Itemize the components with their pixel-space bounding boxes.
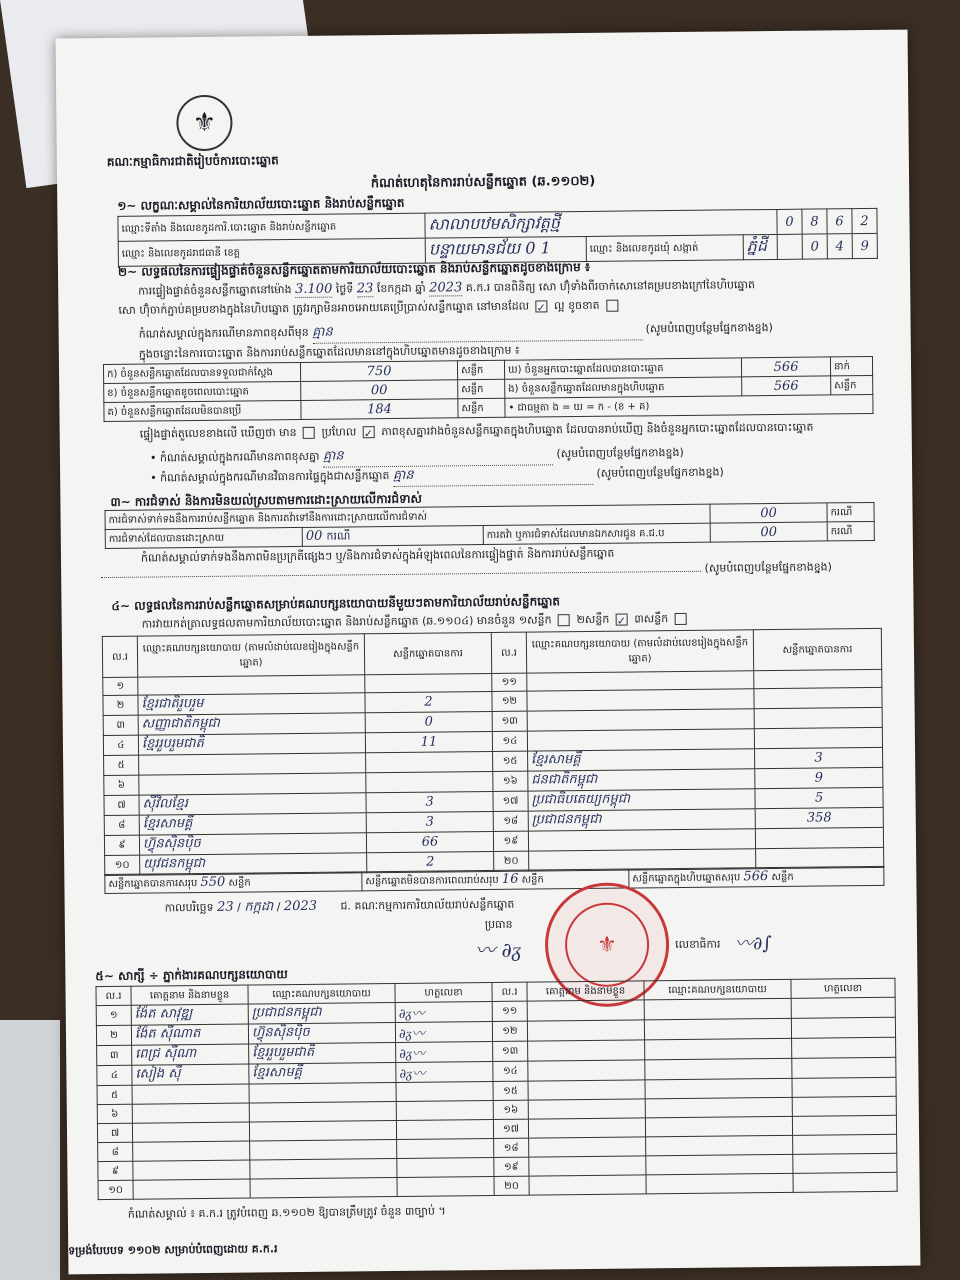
voted-unit: នាក់ — [830, 356, 872, 375]
witness-signature: ∂ᵹ〰 — [395, 1021, 492, 1042]
row-no: ៣ — [103, 715, 138, 735]
day-label: ថ្ងៃទី — [335, 282, 354, 296]
party-name: ប្រជាជនកម្ពុជា — [528, 809, 755, 831]
party-name: ប្រជាធិបតេយ្យកម្ពុជា — [528, 789, 755, 811]
witness-name — [529, 1156, 646, 1176]
province-label: ឈ្មោះ និងលេខកូដរាជធានី ខេត្ត — [118, 238, 425, 266]
party-votes: 5 — [755, 787, 883, 808]
row-no: ១០ — [105, 855, 140, 875]
chair-label: ប្រធាន — [484, 917, 513, 932]
counts-intro: ក្នុងចន្លោះនៃការបោះឆ្នោត និងការរាប់សន្លឹកឆ្នោតដែលមាននៅក្នុងហិបឆ្នោតមានដូចខាងក្រោម ៖ — [138, 343, 520, 361]
witness-signature — [397, 1157, 494, 1177]
in-box-unit: សន្លឹក — [831, 375, 873, 394]
discrepancy-check — [140, 420, 900, 444]
row-no: ១៦ — [493, 771, 528, 791]
col-party-left: ឈ្មោះគណបក្សនយោបាយ (តាមលំដាប់លេខរៀងក្នុងសន្លឹកឆ្នោត) — [137, 634, 364, 677]
commune-label: ឈ្មោះ និងលេខកូដឃុំ សង្កាត់ — [586, 235, 743, 262]
witness-party — [645, 1038, 792, 1060]
party-name: ហ៊្វុនស៊ិនប៉ិច — [139, 833, 366, 855]
witness-name: សៀង ស៊ី — [132, 1064, 249, 1085]
witness-name: ង៉ែត ស៊ីណាត — [131, 1024, 248, 1045]
note1-row — [139, 319, 773, 346]
witness-no: ១៤ — [493, 1061, 528, 1081]
party-name: ខ្មែរសាមគ្គី — [139, 813, 366, 835]
row-no: ១៨ — [493, 811, 528, 831]
party-name — [527, 709, 754, 731]
w-col-sign-right: ហត្ថលេខា — [791, 978, 895, 998]
row-no: ៧ — [104, 795, 139, 815]
party-name — [139, 773, 366, 795]
total-valid-label: សន្លឹកឆ្នោតបានការសរុប — [108, 878, 198, 890]
w-col-party-right: ឈ្មោះគណបក្សនយោបាយ — [644, 979, 791, 1000]
time-label: ការផ្ទៀងផ្ទាត់ចំនួនសន្លឹកឆ្នោតនៅម៉ោង — [138, 283, 292, 298]
party-name: ខ្មែររួបរួមជាតិ — [138, 733, 365, 755]
date-label: កាលបរិច្ឆេទ — [164, 900, 214, 915]
results-body — [103, 669, 884, 875]
unused-label: គ) ចំនួនសន្លឹកឆ្នោតដែលមិនបានប្រើ — [104, 400, 301, 421]
witness-signature — [793, 1153, 897, 1173]
witness-signature: ∂ᵹ〰 — [395, 1001, 492, 1022]
row-no: ១៥ — [493, 751, 528, 771]
witness-signature — [396, 1100, 493, 1120]
party-name — [138, 675, 365, 695]
seal-status-text: សោ ហ៊ុំចាក់ភ្ជាប់គម្របខាងក្នុងនៃហិបឆ្នោត ត្រូវរក្សាមិនអាចអោយគេប្រើប្រាស់សន្លឹកឆ្នោត នៅមានដែល — [118, 299, 530, 317]
witness-name — [527, 1020, 644, 1041]
commune-code-2: 4 — [827, 234, 852, 259]
party-votes — [754, 687, 882, 708]
section5-heading: ៥~ សាក្សី ÷ ភ្នាក់ងារគណបក្សនយោបាយ — [95, 967, 288, 984]
section3-suffix: (សូមបំពេញបន្ថែមផ្នែកខាងខ្នង) — [704, 560, 832, 575]
row-no: ១១ — [492, 673, 527, 691]
witness-no: ៦ — [97, 1104, 132, 1123]
resolved-value-cell — [302, 526, 483, 547]
section2-heading: ២~ លទ្ធផលនៃការផ្ទៀងផ្ទាត់ចំនួនសន្លឹកឆ្នោតតាមការិយាល័យបោះឆ្នោត និងរាប់សន្លឹកឆ្នោតដូចខាងក្រោម ៖ — [117, 259, 591, 279]
background-paper-bottom — [0, 1020, 60, 1280]
sheets-3-checkbox[interactable] — [675, 613, 687, 625]
party-name — [527, 689, 754, 711]
witness-signature — [792, 1115, 896, 1135]
witness-no: ១១ — [492, 1001, 527, 1021]
witness-no: ១៦ — [493, 1100, 528, 1119]
col-votes-right: សន្លឹកឆ្នោតបានការ — [753, 628, 881, 670]
party-votes — [754, 727, 882, 748]
total-invalid-unit: សន្លឹក — [521, 874, 544, 886]
section4-heading: ៤~ លទ្ធផលនៃការរាប់សន្លឹកឆ្នោតសម្រាប់គណបក្សនយោបាយនីមួយៗតាមការិយាល័យរាប់សន្លឹកឆ្នោត — [111, 594, 561, 613]
witness-signature — [397, 1176, 494, 1196]
witness-party — [250, 1158, 397, 1179]
witness-signature — [793, 1134, 897, 1154]
witness-party — [249, 1120, 396, 1141]
seal-ok-checkbox[interactable]: ✓ — [536, 301, 546, 315]
committee-label: ជ. គណៈកម្មការការិយាល័យរាប់សន្លឹកឆ្នោត — [340, 897, 515, 913]
note1-value: គ្មាន — [312, 320, 642, 343]
section3-note: កំណត់សម្គាល់ទាក់ទងនឹងភាពមិនប្រក្រតីផ្សេងៗ ឬ/និងការជំទាស់ក្នុងអំឡុងពេលនៃការផ្ទៀងផ្ទាត់ និងការរាប់សន្លឹកឆ្នោត — [140, 546, 615, 565]
spoiled-unit: សន្លឹក — [458, 379, 505, 398]
witness-no: ១៩ — [494, 1157, 529, 1176]
witness-signature — [791, 997, 895, 1018]
chair-signature: 〰 ∂ᵹ — [474, 937, 522, 963]
witness-name: ង៉ែត សាវុឌ្ឍ — [131, 1004, 248, 1025]
row-no: ៤ — [103, 735, 138, 755]
witness-no: ៣ — [97, 1045, 132, 1065]
party-votes: 9 — [755, 767, 883, 788]
month-label: ខែកក្កដា ឆ្នាំ — [376, 281, 426, 296]
check-none-checkbox[interactable]: ✓ — [363, 427, 374, 441]
witness-party — [645, 1116, 792, 1137]
form-title: កំណត់ហេតុនៃការរាប់សន្លឹកឆ្នោត (ឆ.១១០២) — [370, 173, 596, 192]
in-box-label: ង) ចំនួនសន្លឹកឆ្នោតដែលមានក្នុងហិបឆ្នោត — [505, 377, 742, 398]
witness-signature — [396, 1119, 493, 1139]
sheets-2-checkbox[interactable]: ✓ — [616, 614, 627, 628]
section3-heading: ៣~ ការជំទាស់ និងការមិនយល់ស្របតាមការដោះស្រាយលើការជំទាស់ — [110, 491, 422, 509]
witness-party: ប្រជាជនកម្ពុជា — [248, 1002, 395, 1024]
witness-name: ពេជ្រ ស៊ីណា — [132, 1044, 249, 1065]
received-unit: សន្លឹក — [457, 360, 504, 379]
witness-name — [132, 1122, 249, 1142]
w-col-name-right: គោត្តនាម និងនាមខ្លួន — [527, 981, 644, 1001]
total-box-unit: សន្លឹក — [771, 871, 794, 884]
date-row: កាលបរិច្ឆេទ 23 / កក្កដា / 2023 ជ. គណៈកម្មការការិយាល័យរាប់សន្លឹកឆ្នោត — [164, 897, 515, 915]
party-votes: 66 — [366, 831, 493, 852]
witness-no: ១២ — [492, 1021, 527, 1041]
witness-party — [646, 1135, 793, 1156]
party-votes: 3 — [366, 811, 493, 832]
witness-name — [528, 1060, 645, 1081]
row-no: ២ — [103, 695, 138, 715]
day-value: 23 — [356, 281, 374, 297]
w-col-party-left: ឈ្មោះគណបក្សនយោបាយ — [248, 983, 395, 1004]
witness-no: ១៥ — [493, 1081, 528, 1100]
party-name — [139, 753, 366, 775]
note1-suffix: (សូមបំពេញបន្ថែមផ្នែកខាងខ្នង) — [645, 320, 773, 336]
witness-no: ៥ — [97, 1085, 132, 1104]
row-no: ៨ — [104, 815, 139, 835]
witness-name — [528, 1040, 645, 1061]
witness-name — [528, 1099, 645, 1119]
witness-party — [645, 1078, 792, 1099]
party-votes — [366, 751, 493, 772]
witness-name — [528, 1080, 645, 1100]
location-value: សាលាបឋមសិក្សាវត្តថ្មី — [425, 209, 777, 238]
total-valid-unit: សន្លឹក — [228, 877, 251, 889]
total-box-label: សន្លឹកឆ្នោតក្នុងហិបឆ្នោតសរុប — [632, 872, 741, 885]
secretary-label: លេខាធិការ — [675, 937, 721, 952]
date-month: កក្កដា — [244, 899, 274, 915]
row-no: ៦ — [104, 775, 139, 795]
party-name: យុវជនកម្ពុជា — [140, 853, 367, 875]
witness-party — [250, 1139, 397, 1160]
sheets-label: ការវាយកត់ត្រាលទ្ធផលតាមការិយាល័យបោះឆ្នោត និងរាប់សន្លឹកឆ្នោត (ឆ.១១០៤) មានចំនួន ១សន្លឹក — [141, 613, 552, 631]
witness-party: ហ៊្វុនស៊ិនប៉ិច — [248, 1022, 395, 1044]
witness-party — [646, 1173, 793, 1194]
witness-no: ១ — [96, 1005, 131, 1025]
official-seal-icon: ⚜ — [544, 882, 669, 1007]
party-votes — [754, 669, 882, 688]
col-votes-left: សន្លឹកឆ្នោតបានការ — [364, 632, 491, 674]
row-no: ១៣ — [492, 711, 527, 731]
witness-signature — [397, 1138, 494, 1158]
witness-party — [646, 1154, 793, 1175]
witness-no: ៧ — [97, 1123, 132, 1142]
check-opt1-label: ប្រហែល — [321, 425, 357, 439]
witness-party — [645, 1058, 792, 1080]
witness-name — [132, 1084, 249, 1104]
objections-value: 00 — [710, 503, 827, 523]
spoiled-label: ខ) ចំនួនសន្លឹកឆ្នោតខូចពេលបោះឆ្នោត — [104, 381, 301, 402]
witness-party — [644, 998, 791, 1020]
witness-name — [133, 1160, 250, 1180]
w-col-sign-left: ហត្ថលេខា — [395, 982, 492, 1002]
witness-signature — [791, 1017, 895, 1038]
witness-signature: ∂ᵹ〰 — [396, 1041, 493, 1062]
col-no-right: ល.រ — [491, 632, 526, 673]
location-code-1: 0 — [777, 209, 802, 234]
total-valid-value: 550 — [200, 874, 226, 891]
verification-text: គ.ក.រ បានពិនិត្យ សោ ហ៊ុំទាំងពីរចាក់សោនៅគម្របខាងក្រៅនៃហិបឆ្នោត — [465, 278, 756, 295]
party-name: ខ្មែរជាតិរួបរួម — [138, 693, 365, 715]
party-votes: 11 — [365, 731, 492, 752]
party-votes: 0 — [365, 711, 492, 732]
note3-label: • កំណត់សម្គាល់ក្នុងករណីមានវិធានការផ្ទៃក្នុងជាសន្លឹកឆ្នោត — [150, 469, 390, 485]
check-label: ផ្ទៀងផ្ទាត់តួលេខខាងលើ ឃើញថា មាន — [139, 425, 297, 441]
sheets-1-checkbox[interactable] — [558, 614, 570, 626]
note1-label: កំណត់សម្គាល់ក្នុងករណីមានភាពខុសពីមុន — [138, 325, 309, 341]
party-name — [527, 729, 754, 751]
unused-unit: សន្លឹក — [458, 398, 505, 417]
row-no: ២០ — [494, 851, 529, 871]
date-day: 23 — [216, 899, 234, 915]
col-party-right: ឈ្មោះគណបក្សនយោបាយ (តាមលំដាប់លេខរៀងក្នុងសន្លឹកឆ្នោត) — [526, 630, 753, 673]
check-opt2-label: ភាពខុសគ្នារវាងចំនួនសន្លឹកឆ្នោតក្នុងហិបឆ្នោត ដែលបានរាប់ឃើញ និងចំនួនអ្នកបោះឆ្នោតដែលបានបោះឆ្នោត — [381, 420, 814, 439]
complaints-unit: ករណី — [827, 521, 874, 540]
seal-bad-checkbox[interactable] — [606, 300, 618, 312]
in-box-value: 566 — [742, 376, 831, 396]
province-name: បន្ទាយមានជ័យ — [428, 238, 521, 259]
voted-value: 566 — [741, 357, 830, 377]
witness-name — [528, 1118, 645, 1138]
note3-value: គ្មាន — [393, 465, 593, 487]
witness-no: ១៧ — [493, 1119, 528, 1138]
resolved-label: ការជំទាស់ដែលបានដោះស្រាយ — [105, 527, 302, 548]
sheets-2-label: ២សន្លឹក — [576, 612, 610, 627]
commune-code-3: 9 — [852, 233, 877, 258]
location-label: ឈ្មោះទីតាំង និងលេខកូដការិ.បោះឆ្នោត និងរាប់សន្លឹកឆ្នោត — [118, 213, 425, 241]
party-name: ស៊ីវិលខ្មែរ — [139, 793, 366, 815]
witness-signature — [792, 1077, 896, 1097]
party-name: សញ្ញាជាតិកម្ពុជា — [138, 713, 365, 735]
party-votes: 2 — [365, 691, 492, 712]
witness-party — [250, 1177, 397, 1198]
w-col-name-left: គោត្តនាម និងនាមខ្លួន — [131, 985, 248, 1005]
witness-signature — [792, 1057, 896, 1078]
party-votes: 358 — [755, 807, 883, 828]
witness-table — [95, 978, 897, 1200]
witness-no: ១៨ — [494, 1138, 529, 1157]
commune-code-1: 0 — [802, 234, 827, 259]
witness-party: ខ្មែររួបរួមជាតិ — [249, 1042, 396, 1064]
secretary-signature: 〰∂∫ — [734, 933, 772, 955]
complaints-value: 00 — [710, 522, 827, 542]
witness-name — [529, 1175, 646, 1195]
witness-no: ៩ — [98, 1161, 133, 1180]
row-no: ៩ — [104, 835, 139, 855]
resolved-unit: ករណី — [326, 528, 351, 543]
seal-bad-label: ខូចខាត — [568, 298, 600, 313]
province-code-1: 0 — [525, 238, 536, 258]
party-votes: 2 — [367, 851, 494, 872]
witness-party — [249, 1101, 396, 1122]
footnote: កំណត់សម្គាល់ ៖ គ.ក.រ ត្រូវបំពេញ ឆ.១១០២ ឱ្យបានត្រឹមត្រូវ ចំនួន ៣ច្បាប់ ។ — [127, 1204, 446, 1221]
complaints-label: ការតវ៉ា ឬការជំទាស់ដែលមានឯកសារជូន គ.ជ.ប — [483, 523, 710, 544]
row-no: ១៧ — [493, 791, 528, 811]
witness-no: ៨ — [98, 1142, 133, 1161]
note2-suffix: (សូមបំពេញបន្ថែមផ្នែកខាងខ្នង) — [556, 445, 684, 461]
location-code-3: 6 — [827, 209, 852, 234]
note2-label: • កំណត់សម្គាល់ក្នុងករណីមានភាពខុសគ្នា — [149, 449, 320, 465]
year-value: 2023 — [429, 280, 463, 296]
witness-signature — [792, 1037, 896, 1058]
form-note: ទម្រង់បែបបទ ១១០២ សម្រាប់បំពេញដោយ គ.ក.រ — [68, 1242, 278, 1258]
total-invalid-label: សន្លឹកឆ្នោតមិនបានការពេលរាប់សរុប — [365, 874, 499, 888]
party-votes — [754, 707, 882, 728]
resolved-value: 00 — [305, 528, 323, 544]
witness-party — [644, 1018, 791, 1040]
witness-body — [96, 997, 897, 1199]
received-value: 750 — [300, 361, 457, 382]
total-valid-cell — [105, 872, 362, 894]
party-votes — [755, 827, 883, 848]
witness-signature — [792, 1096, 896, 1116]
witness-signature — [793, 1172, 897, 1192]
results-table — [102, 628, 884, 876]
time-value: 3.100 — [295, 281, 333, 297]
date-year: 2023 — [283, 898, 318, 915]
total-invalid-value: 16 — [501, 871, 519, 887]
w-col-no-left: ល.រ — [96, 986, 131, 1005]
witness-name — [529, 1137, 646, 1157]
row-no: ១២ — [492, 691, 527, 711]
objections-label: ការជំទាស់ទាក់ទងនឹងការរាប់សន្លឹកឆ្នោត និងការតវ៉ាទៅនឹងការដោះស្រាយលើការជំទាស់ — [105, 504, 710, 529]
witness-name — [132, 1103, 249, 1123]
witness-no: ១០ — [98, 1180, 133, 1199]
objections-table — [104, 502, 874, 549]
witness-no: ៤ — [97, 1065, 132, 1085]
row-no: ១ — [103, 677, 138, 695]
commune-value: ភ្នំដី — [743, 234, 777, 259]
received-label: ក) ចំនួនសន្លឹកឆ្នោតដែលបានទទួលជាក់ស្តែង — [103, 362, 300, 383]
party-name — [528, 829, 755, 851]
section1-table — [117, 208, 877, 267]
counts-table — [103, 356, 874, 422]
party-votes — [365, 673, 492, 692]
nec-emblem-icon: ⚜ — [176, 95, 233, 152]
row-no: ១៩ — [493, 831, 528, 851]
seal-ok-label: ល្អ — [554, 299, 565, 313]
w-col-no-right: ល.រ — [492, 982, 527, 1001]
location-code-2: 8 — [802, 209, 827, 234]
section1-heading: ១~ លក្ខណៈសម្គាល់នៃការិយាល័យបោះឆ្នោត និងរាប់សន្លឹកឆ្នោត — [117, 195, 405, 213]
witness-party — [249, 1082, 396, 1103]
witness-name — [527, 1000, 644, 1021]
witness-party: ខ្មែរសាមគ្គី — [249, 1062, 396, 1084]
witness-no: ១៣ — [493, 1041, 528, 1061]
spoiled-value: 00 — [301, 380, 458, 401]
witness-party — [645, 1097, 792, 1118]
org-name: គណៈកម្មាធិការជាតិរៀបចំការបោះឆ្នោត — [106, 153, 279, 169]
party-name — [527, 671, 754, 691]
witness-signature: ∂ᵹ〰 — [396, 1061, 493, 1082]
unused-value: 184 — [301, 399, 458, 420]
party-votes: 3 — [755, 747, 883, 768]
col-no-left: ល.រ — [102, 636, 137, 677]
party-votes — [366, 771, 493, 792]
party-name: ខ្មែរសាមគ្គី — [528, 749, 755, 771]
row-no: ៥ — [104, 755, 139, 775]
note2-value: គ្មាន — [323, 445, 553, 467]
objections-unit: ករណី — [827, 502, 874, 521]
check-have-checkbox[interactable] — [303, 427, 315, 439]
note3-suffix: (សូមបំពេញបន្ថែមផ្នែកខាងខ្នង) — [596, 465, 724, 480]
witness-signature — [396, 1081, 493, 1101]
party-name: ជនជាតិកម្ពុជា — [528, 769, 755, 791]
witness-no: ២ — [96, 1025, 131, 1045]
witness-name — [133, 1141, 250, 1161]
province-code-2: 1 — [540, 238, 551, 258]
witness-name — [133, 1179, 250, 1199]
voted-label: ឃ) ចំនួនអ្នកបោះឆ្នោតដែលបានបោះឆ្នោត — [504, 358, 741, 379]
location-code-4: 2 — [852, 208, 877, 233]
total-box-value: 566 — [743, 869, 769, 885]
formula-note: • ជាធម្មតា ង = ឃ = ក - (ខ + គ) — [505, 394, 873, 417]
row-no: ១៤ — [492, 731, 527, 751]
form-sheet — [56, 30, 921, 1275]
sheets-3-label: ៣សន្លឹក — [634, 612, 669, 626]
witness-no: ២០ — [494, 1176, 529, 1195]
party-votes: 3 — [366, 791, 493, 812]
total-box-cell — [629, 866, 884, 888]
